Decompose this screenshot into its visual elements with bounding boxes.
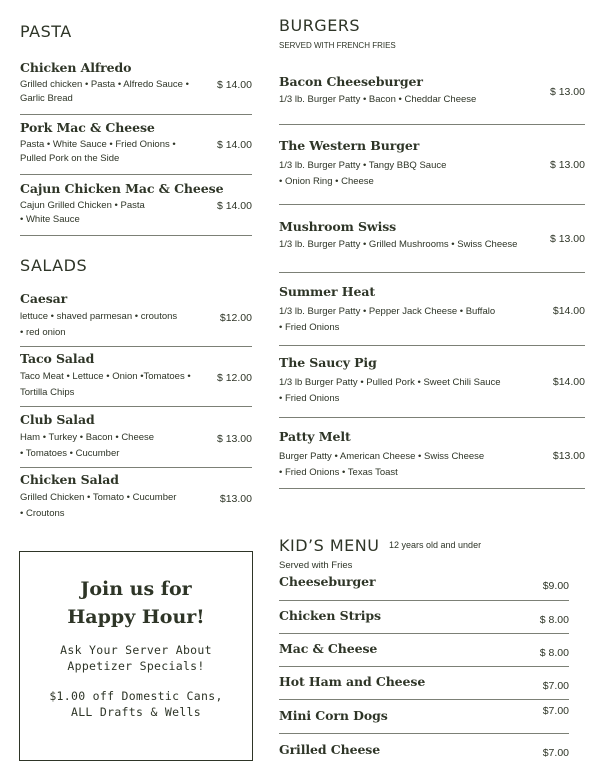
item-desc-line: • Fried Onions • Texas Toast <box>279 467 398 478</box>
burgers-subtitle: SERVED WITH FRENCH FRIES <box>279 41 396 50</box>
item-name: Mac & Cheese <box>279 641 378 656</box>
menu-item <box>20 412 252 462</box>
menu-item <box>279 219 585 253</box>
item-desc-line: Burger Patty • American Cheese • Swiss Cheese <box>279 451 485 462</box>
item-desc-line: Cajun Grilled Chicken • Pasta <box>20 200 145 211</box>
menu-item <box>279 608 569 626</box>
item-price: $ 14.00 <box>216 200 252 212</box>
item-price: $ 13.00 <box>549 233 585 245</box>
item-name: Pork Mac & Cheese <box>20 120 155 135</box>
item-desc-line: • Onion Ring • Cheese <box>279 176 374 187</box>
divider <box>279 345 585 346</box>
menu-item <box>20 472 252 522</box>
item-price: $ 14.00 <box>216 139 252 151</box>
item-desc-line: • Tomatoes • Cucumber <box>20 448 120 459</box>
menu-item <box>20 351 252 401</box>
item-desc-line: Tortilla Chips <box>20 387 75 398</box>
item-desc-line: 1/3 lb Burger Patty • Pulled Pork • Sweet Chili Sauce <box>279 377 501 388</box>
menu-item <box>279 742 569 757</box>
item-desc-line: 1/3 lb. Burger Patty • Pepper Jack Cheese • Buffalo <box>279 306 496 317</box>
item-desc-line: 1/3 lb. Burger Patty • Tangy BBQ Sauce <box>279 160 447 171</box>
item-desc-line: 1/3 lb. Burger Patty • Bacon • Cheddar Cheese <box>279 94 477 105</box>
item-desc-line: Pasta • White Sauce • Fried Onions • <box>20 139 176 150</box>
item-desc-line: 1/3 lb. Burger Patty • Grilled Mushrooms • Swiss Cheese <box>279 239 518 250</box>
menu-item <box>279 355 585 407</box>
divider <box>20 174 252 175</box>
divider <box>20 235 252 236</box>
item-desc-line: • Croutons <box>20 508 65 519</box>
item-desc-line: Pulled Pork on the Side <box>20 153 120 164</box>
item-price: $7.00 <box>542 705 569 717</box>
item-name: Taco Salad <box>20 351 95 366</box>
menu-item <box>279 284 585 336</box>
item-name: Chicken Salad <box>20 472 119 487</box>
item-desc-line: lettuce • shaved parmesan • croutons <box>20 311 178 322</box>
burgers-heading: BURGERS <box>279 16 361 35</box>
item-price: $13.00 <box>219 493 252 505</box>
item-name: Mini Corn Dogs <box>279 708 388 723</box>
menu-item <box>279 641 569 659</box>
kids-subtitle: Served with Fries <box>279 560 353 571</box>
item-name: Caesar <box>20 291 68 306</box>
item-name: Chicken Strips <box>279 608 381 623</box>
item-desc-line: Taco Meat • Lettuce • Onion •Tomatoes • <box>20 371 191 382</box>
item-desc-line: • Fried Onions <box>279 393 340 404</box>
item-name: Mushroom Swiss <box>279 219 397 234</box>
item-desc-line: Grilled chicken • Pasta • Alfredo Sauce • <box>20 79 189 90</box>
happy-hour-heading-line: Happy Hour! <box>67 606 205 628</box>
item-desc-line: Grilled Chicken • Tomato • Cucumber <box>20 492 177 503</box>
kids-menu-heading: KID’S MENU <box>279 536 380 555</box>
happy-hour-offer: ALL Drafts & Wells <box>70 705 202 719</box>
divider <box>20 467 252 468</box>
item-price: $ 8.00 <box>539 614 569 626</box>
menu-item <box>279 74 585 108</box>
item-name: Patty Melt <box>279 429 351 444</box>
divider <box>279 733 569 734</box>
menu-item <box>20 181 252 228</box>
item-desc-line: • red onion <box>20 327 66 338</box>
menu-item <box>279 138 585 190</box>
item-price: $ 12.00 <box>216 372 252 384</box>
item-price: $13.00 <box>552 450 585 462</box>
divider <box>20 406 252 407</box>
item-name: Bacon Cheeseburger <box>279 74 423 89</box>
item-price: $7.00 <box>542 747 569 759</box>
divider <box>279 204 585 205</box>
salads-heading: SALADS <box>20 256 88 275</box>
happy-hour-text: Appetizer Specials! <box>67 659 205 673</box>
menu-item <box>20 60 252 107</box>
item-name: Hot Ham and Cheese <box>279 674 426 689</box>
divider <box>279 272 585 273</box>
divider <box>279 417 585 418</box>
item-name: Club Salad <box>20 412 95 427</box>
menu-item <box>279 574 569 592</box>
item-name: Cajun Chicken Mac & Cheese <box>20 181 224 196</box>
happy-hour-offer: $1.00 off Domestic Cans, <box>49 689 223 703</box>
item-name: Grilled Cheese <box>279 742 381 757</box>
happy-hour-text: Ask Your Server About <box>60 643 212 657</box>
item-name: The Saucy Pig <box>279 355 377 370</box>
item-name: Cheeseburger <box>279 574 376 589</box>
menu-item <box>20 291 252 341</box>
kids-age-note: 12 years old and under <box>389 540 482 550</box>
item-price: $ 14.00 <box>216 79 252 91</box>
pasta-heading: PASTA <box>20 22 72 41</box>
menu-item <box>279 705 569 723</box>
item-price: $ 13.00 <box>549 86 585 98</box>
item-price: $7.00 <box>542 680 569 692</box>
divider <box>279 699 569 700</box>
divider <box>279 488 585 489</box>
item-desc-line: Garlic Bread <box>20 93 73 104</box>
happy-hour-heading-line: Join us for <box>80 578 192 600</box>
divider <box>20 346 252 347</box>
item-price: $ 13.00 <box>216 433 252 445</box>
menu-item <box>20 120 252 167</box>
divider <box>279 633 569 634</box>
item-price: $ 13.00 <box>549 159 585 171</box>
divider <box>279 600 569 601</box>
menu-item <box>279 429 585 481</box>
item-name: Chicken Alfredo <box>20 60 132 75</box>
happy-hour-box <box>19 551 253 761</box>
divider <box>20 114 252 115</box>
divider <box>279 124 585 125</box>
item-desc-line: Ham • Turkey • Bacon • Cheese <box>20 432 155 443</box>
item-price: $14.00 <box>552 305 585 317</box>
item-name: Summer Heat <box>279 284 375 299</box>
item-price: $14.00 <box>552 376 585 388</box>
item-price: $ 8.00 <box>539 647 569 659</box>
item-desc-line: • White Sauce <box>20 214 80 225</box>
item-price: $9.00 <box>542 580 569 592</box>
item-name: The Western Burger <box>279 138 420 153</box>
divider <box>279 666 569 667</box>
item-price: $12.00 <box>219 312 252 324</box>
item-desc-line: • Fried Onions <box>279 322 340 333</box>
menu-item <box>279 674 569 692</box>
